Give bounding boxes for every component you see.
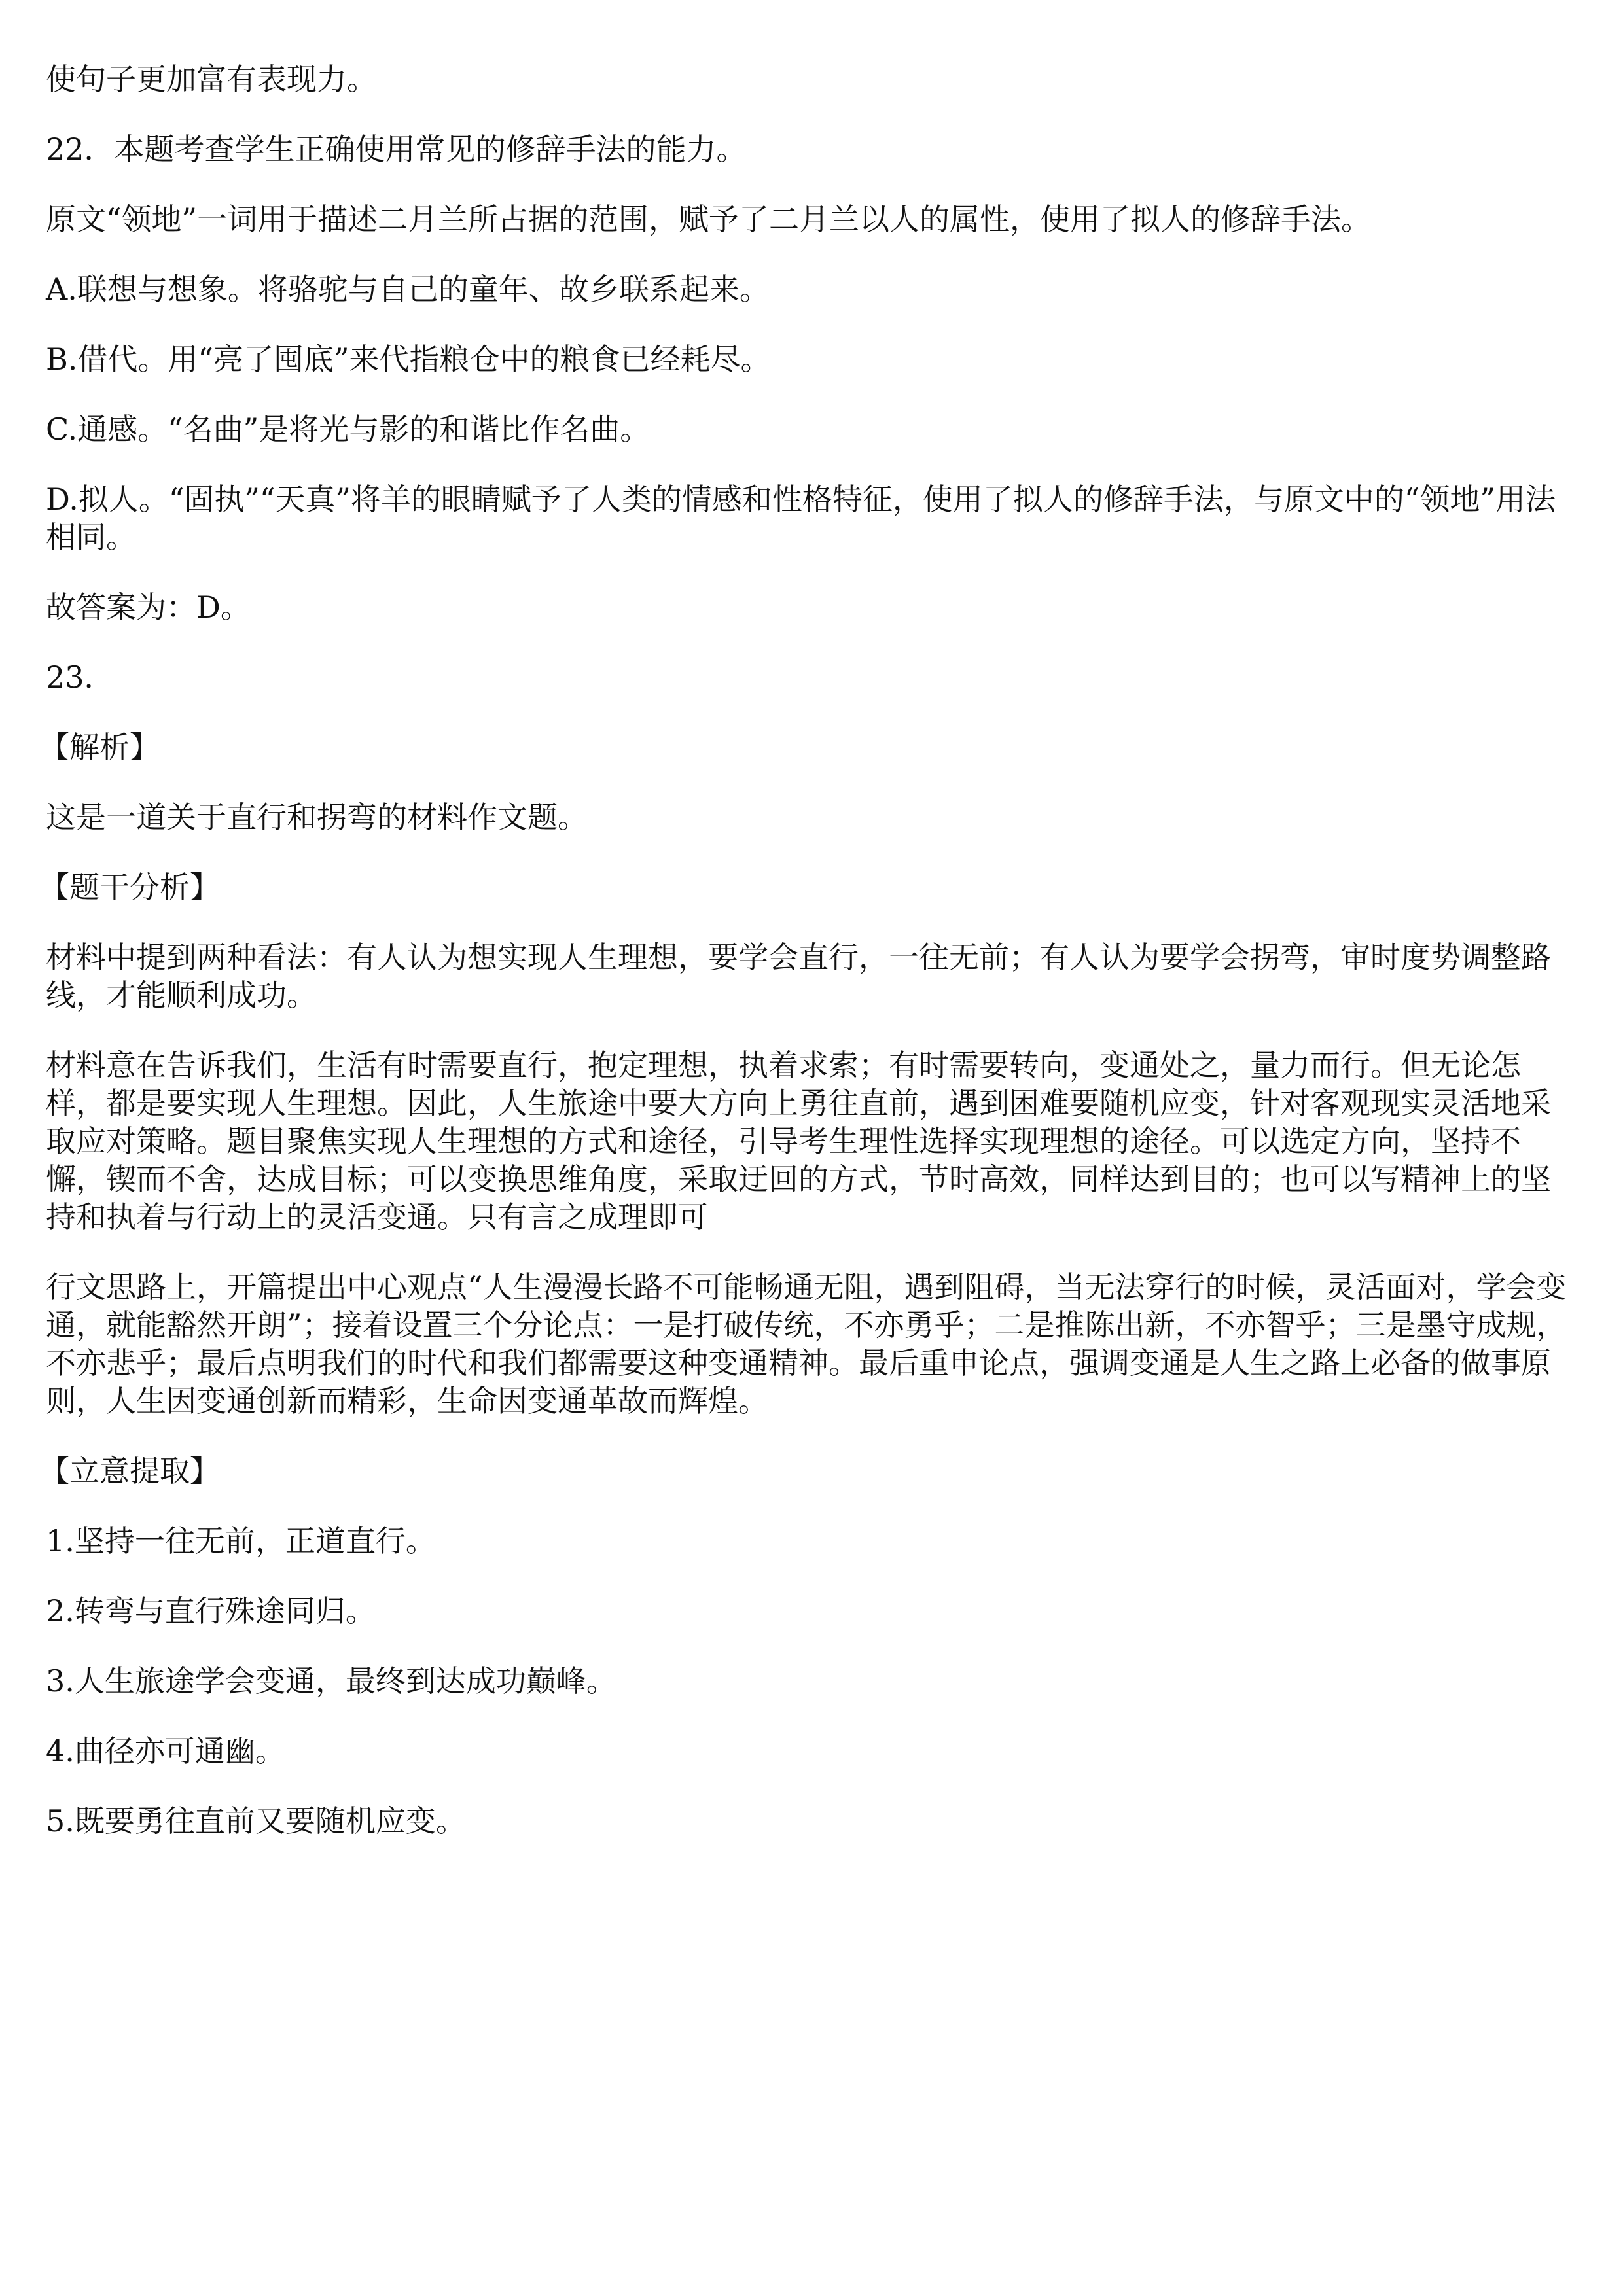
paragraph-original-text: 原文“领地”一词用于描述二月兰所占据的范围，赋予了二月兰以人的属性，使用了拟人的修辞手法。 [46,202,1372,237]
section-theme-heading: 【立意提取】 [39,1453,220,1489]
answer-line: 故答案为：D。 [46,590,251,625]
option-b: B.借代。用“亮了囤底”来代指粮仓中的粮食已经耗尽。 [46,342,771,377]
option-c: C.通感。“名曲”是将光与影的和谐比作名曲。 [46,412,651,447]
option-a: A.联想与想象。将骆驼与自己的童年、故乡联系起来。 [46,272,770,307]
option-d: D.拟人。“固执”“天真”将羊的眼睛赋予了人类的情感和性格特征，使用了拟人的修辞手法，与原文中的“领地”用法相同。 [46,482,1556,555]
section-question-analysis-heading: 【题干分析】 [39,870,220,905]
paragraph-writing-approach: 行文思路上，开篇提出中心观点“人生漫漫长路不可能畅通无阻，遇到阻碍，当无法穿行的时候，灵活面对，学会变通，就能豁然开朗”；接着设置三个分论点：一是打破传统，不亦勇乎；二是推陈出新，不亦智乎；三是墨守成规，不亦悲乎；最后点明我们的时代和我们都需要这种变通精神。最后重申论点，强调变通是人生之路上必备的做事原则，人生因变通创新而精彩，生命因变通革故而辉煌。 [46,1269,1567,1419]
paragraph-material-views: 材料中提到两种看法：有人认为想实现人生理想，要学会直行，一往无前；有人认为要学会拐弯，审时度势调整路线，才能顺利成功。 [46,940,1551,1013]
paragraph-topic-intro: 这是一道关于直行和拐弯的材料作文题。 [46,800,588,835]
question-23-heading: 23． [46,660,115,695]
theme-item-4: 4.曲径亦可通幽。 [46,1733,285,1769]
theme-item-5: 5.既要勇往直前又要随机应变。 [46,1803,466,1839]
theme-item-3: 3.人生旅途学会变通，最终到达成功巅峰。 [46,1663,616,1699]
theme-item-1: 1.坚持一往无前，正道直行。 [46,1523,436,1559]
question-22-heading: 22．本题考查学生正确使用常见的修辞手法的能力。 [46,132,747,167]
paragraph-continuation: 使句子更加富有表现力。 [46,62,377,97]
theme-item-2: 2.转弯与直行殊途同归。 [46,1593,376,1629]
document-page [39,60,1577,1872]
section-analysis-heading: 【解析】 [39,730,160,765]
paragraph-material-meaning: 材料意在告诉我们，生活有时需要直行，抱定理想，执着求索；有时需要转向，变通处之，量力而行。但无论怎样，都是要实现人生理想。因此，人生旅途中要大方向上勇往直前，遇到困难要随机应变，针对客观现实灵活地采取应对策略。题目聚焦实现人生理想的方式和途径，引导考生理性选择实现理想的途径。可以选定方向，坚持不懈，锲而不舍，达成目标；可以变换思维角度，采取迂回的方式，节时高效，同样达到目的；也可以写精神上的坚持和执着与行动上的灵活变通。只有言之成理即可 [46,1048,1551,1235]
